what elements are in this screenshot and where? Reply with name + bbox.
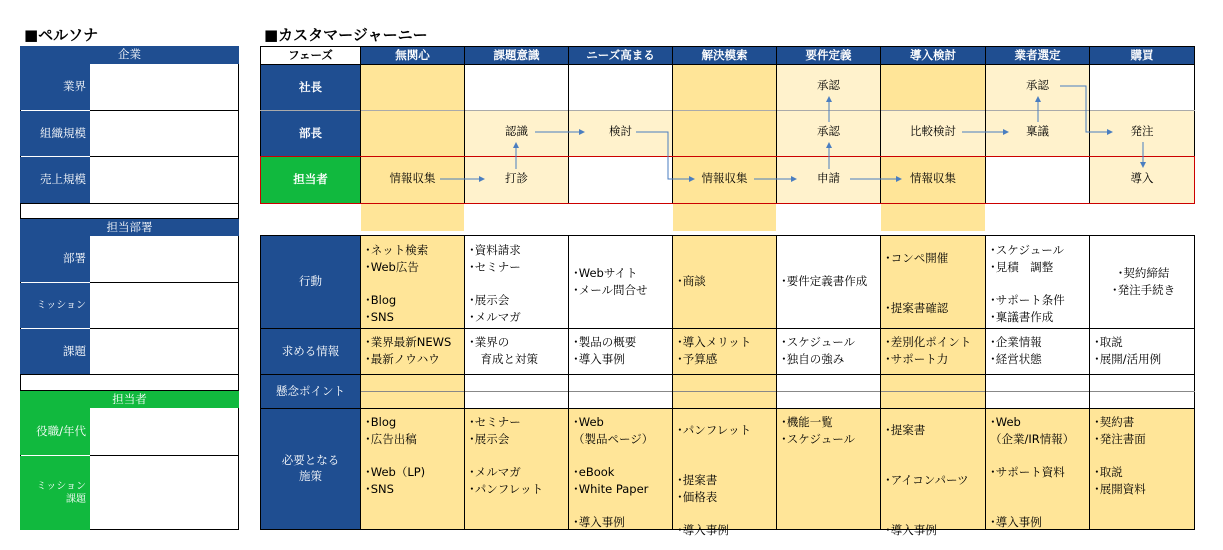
phase-awareness: 課題意識 (465, 47, 568, 64)
info-indiff: ･業界最新NEWS ･最新ノウハウ (365, 335, 452, 366)
step-president-req: 承認 (817, 78, 840, 93)
action-introduction: ･コンペ開催 ･提案書確認 (885, 251, 949, 316)
dept-header: 担当部署 (20, 219, 239, 236)
measures-introduction: ･提案書 ･アイコンパーツ ･導入事例 (885, 423, 969, 538)
action-vendor: ･スケジュール ･見積 調整 ･サポート条件 ･稟議書作成 (990, 243, 1065, 324)
measures-solution: ･パンフレット ･提案書 ･価格表 ･導入事例 (677, 423, 752, 538)
grid-line (260, 408, 1195, 409)
journey-title: ■カスタマージャーニー (264, 26, 428, 44)
measures-vendor: ･Web （企業/IR情報） ･サポート資料 ･導入事例 (990, 415, 1075, 530)
phase-requirements: 要件定義 (777, 47, 880, 64)
company-row-size: 組織規模 (20, 111, 90, 156)
info-needs: ･製品の概要 ･導入事例 (573, 335, 637, 366)
row-label-info: 求める情報 (261, 329, 360, 374)
grid-line (568, 235, 569, 530)
step-manager-purchase: 発注 (1130, 124, 1154, 139)
person-row-title-age: 役職/年代 (20, 408, 90, 455)
info-introduction: ･差別化ポイント ･サポート力 (885, 335, 972, 366)
row-label-action: 行動 (261, 236, 360, 328)
step-staff-solution: 情報収集 (701, 171, 748, 186)
action-solution: ･商談 (677, 274, 706, 288)
grid-line (985, 235, 986, 530)
step-manager-needs: 検討 (609, 124, 632, 139)
step-staff-req: 申請 (817, 171, 840, 186)
dept-row-issue: 課題 (20, 329, 90, 374)
grid-line (360, 391, 1195, 392)
dept-row-dept: 部署 (20, 236, 90, 282)
role-president: 社長 (261, 65, 360, 110)
info-purchase: ･取説 ･展開/活用例 (1094, 335, 1162, 366)
info-solution: ･導入メリット ･予算感 (677, 335, 752, 366)
role-staff: 担当者 (261, 157, 360, 203)
role-manager: 部長 (261, 111, 360, 156)
step-staff-purchase: 導入 (1130, 171, 1154, 186)
phase-introduction: 導入検討 (881, 47, 985, 64)
phase-purchase: 購買 (1090, 47, 1194, 64)
action-awareness: ･資料請求 ･セミナー ･展示会 ･メルマガ (469, 243, 521, 324)
measures-awareness: ･セミナー ･展示会 ･メルマガ ･パンフレット (469, 415, 544, 496)
grid-line (672, 235, 673, 530)
row-label-concern: 懸念ポイント (261, 375, 360, 408)
company-header: 企業 (20, 46, 239, 64)
phase-solution: 解決模索 (673, 47, 776, 64)
phase-needs: ニーズ高まる (569, 47, 672, 64)
dept-row-mission: ミッション (20, 283, 90, 328)
step-staff-intro: 情報収集 (910, 171, 956, 186)
grid-line (1089, 235, 1090, 530)
step-president-vendor: 承認 (1026, 78, 1049, 93)
step-staff-indiff: 情報収集 (389, 171, 436, 186)
action-requirements: ･要件定義書作成 (781, 274, 868, 288)
phase-label: フェーズ (261, 47, 360, 64)
company-row-industry: 業界 (20, 64, 90, 110)
action-purchase: ･契約締結 ･発注手続き (1111, 266, 1176, 297)
info-vendor: ･企業情報 ･経営状態 (990, 335, 1042, 366)
step-staff-awareness: 打診 (505, 171, 528, 186)
person-header: 担当者 (20, 391, 239, 408)
phase-vendor: 業者選定 (986, 47, 1089, 64)
step-manager-req: 承認 (817, 124, 840, 139)
measures-indiff: ･Blog ･広告出稿 ･Web（LP) ･SNS (365, 415, 426, 496)
measures-requirements: ･機能一覧 ･スケジュール (781, 415, 856, 446)
grid-line (360, 235, 361, 530)
person-row-mission-issue: ミッション 課題 (20, 456, 90, 530)
grid-line (260, 374, 1195, 375)
step-manager-vendor: 稟議 (1026, 124, 1049, 139)
row-label-measures: 必要となる 施策 (261, 409, 360, 529)
step-manager-awareness: 認識 (505, 124, 528, 139)
persona-title: ■ペルソナ (24, 26, 99, 44)
grid-line (260, 328, 1195, 329)
grid-line (776, 235, 777, 530)
grid-line (464, 235, 465, 530)
phase-indiff: 無関心 (361, 47, 464, 64)
action-needs: ･Webサイト ･メール問合せ (573, 266, 648, 297)
grid-line (880, 235, 881, 530)
info-awareness: ･業界の 育成と対策 (469, 335, 538, 366)
action-indiff: ･ネット検索 ･Web広告 ･Blog ･SNS (365, 243, 429, 324)
info-requirements: ･スケジュール ･独自の強み (781, 335, 856, 366)
measures-needs: ･Web （製品ページ） ･eBook ･White Paper ･導入事例 (573, 415, 654, 530)
company-row-sales: 売上規模 (20, 157, 90, 203)
measures-purchase: ･契約書 ･発注書面 ･取説 ･展開資料 (1094, 415, 1146, 496)
step-manager-intro: 比較検討 (910, 124, 956, 139)
